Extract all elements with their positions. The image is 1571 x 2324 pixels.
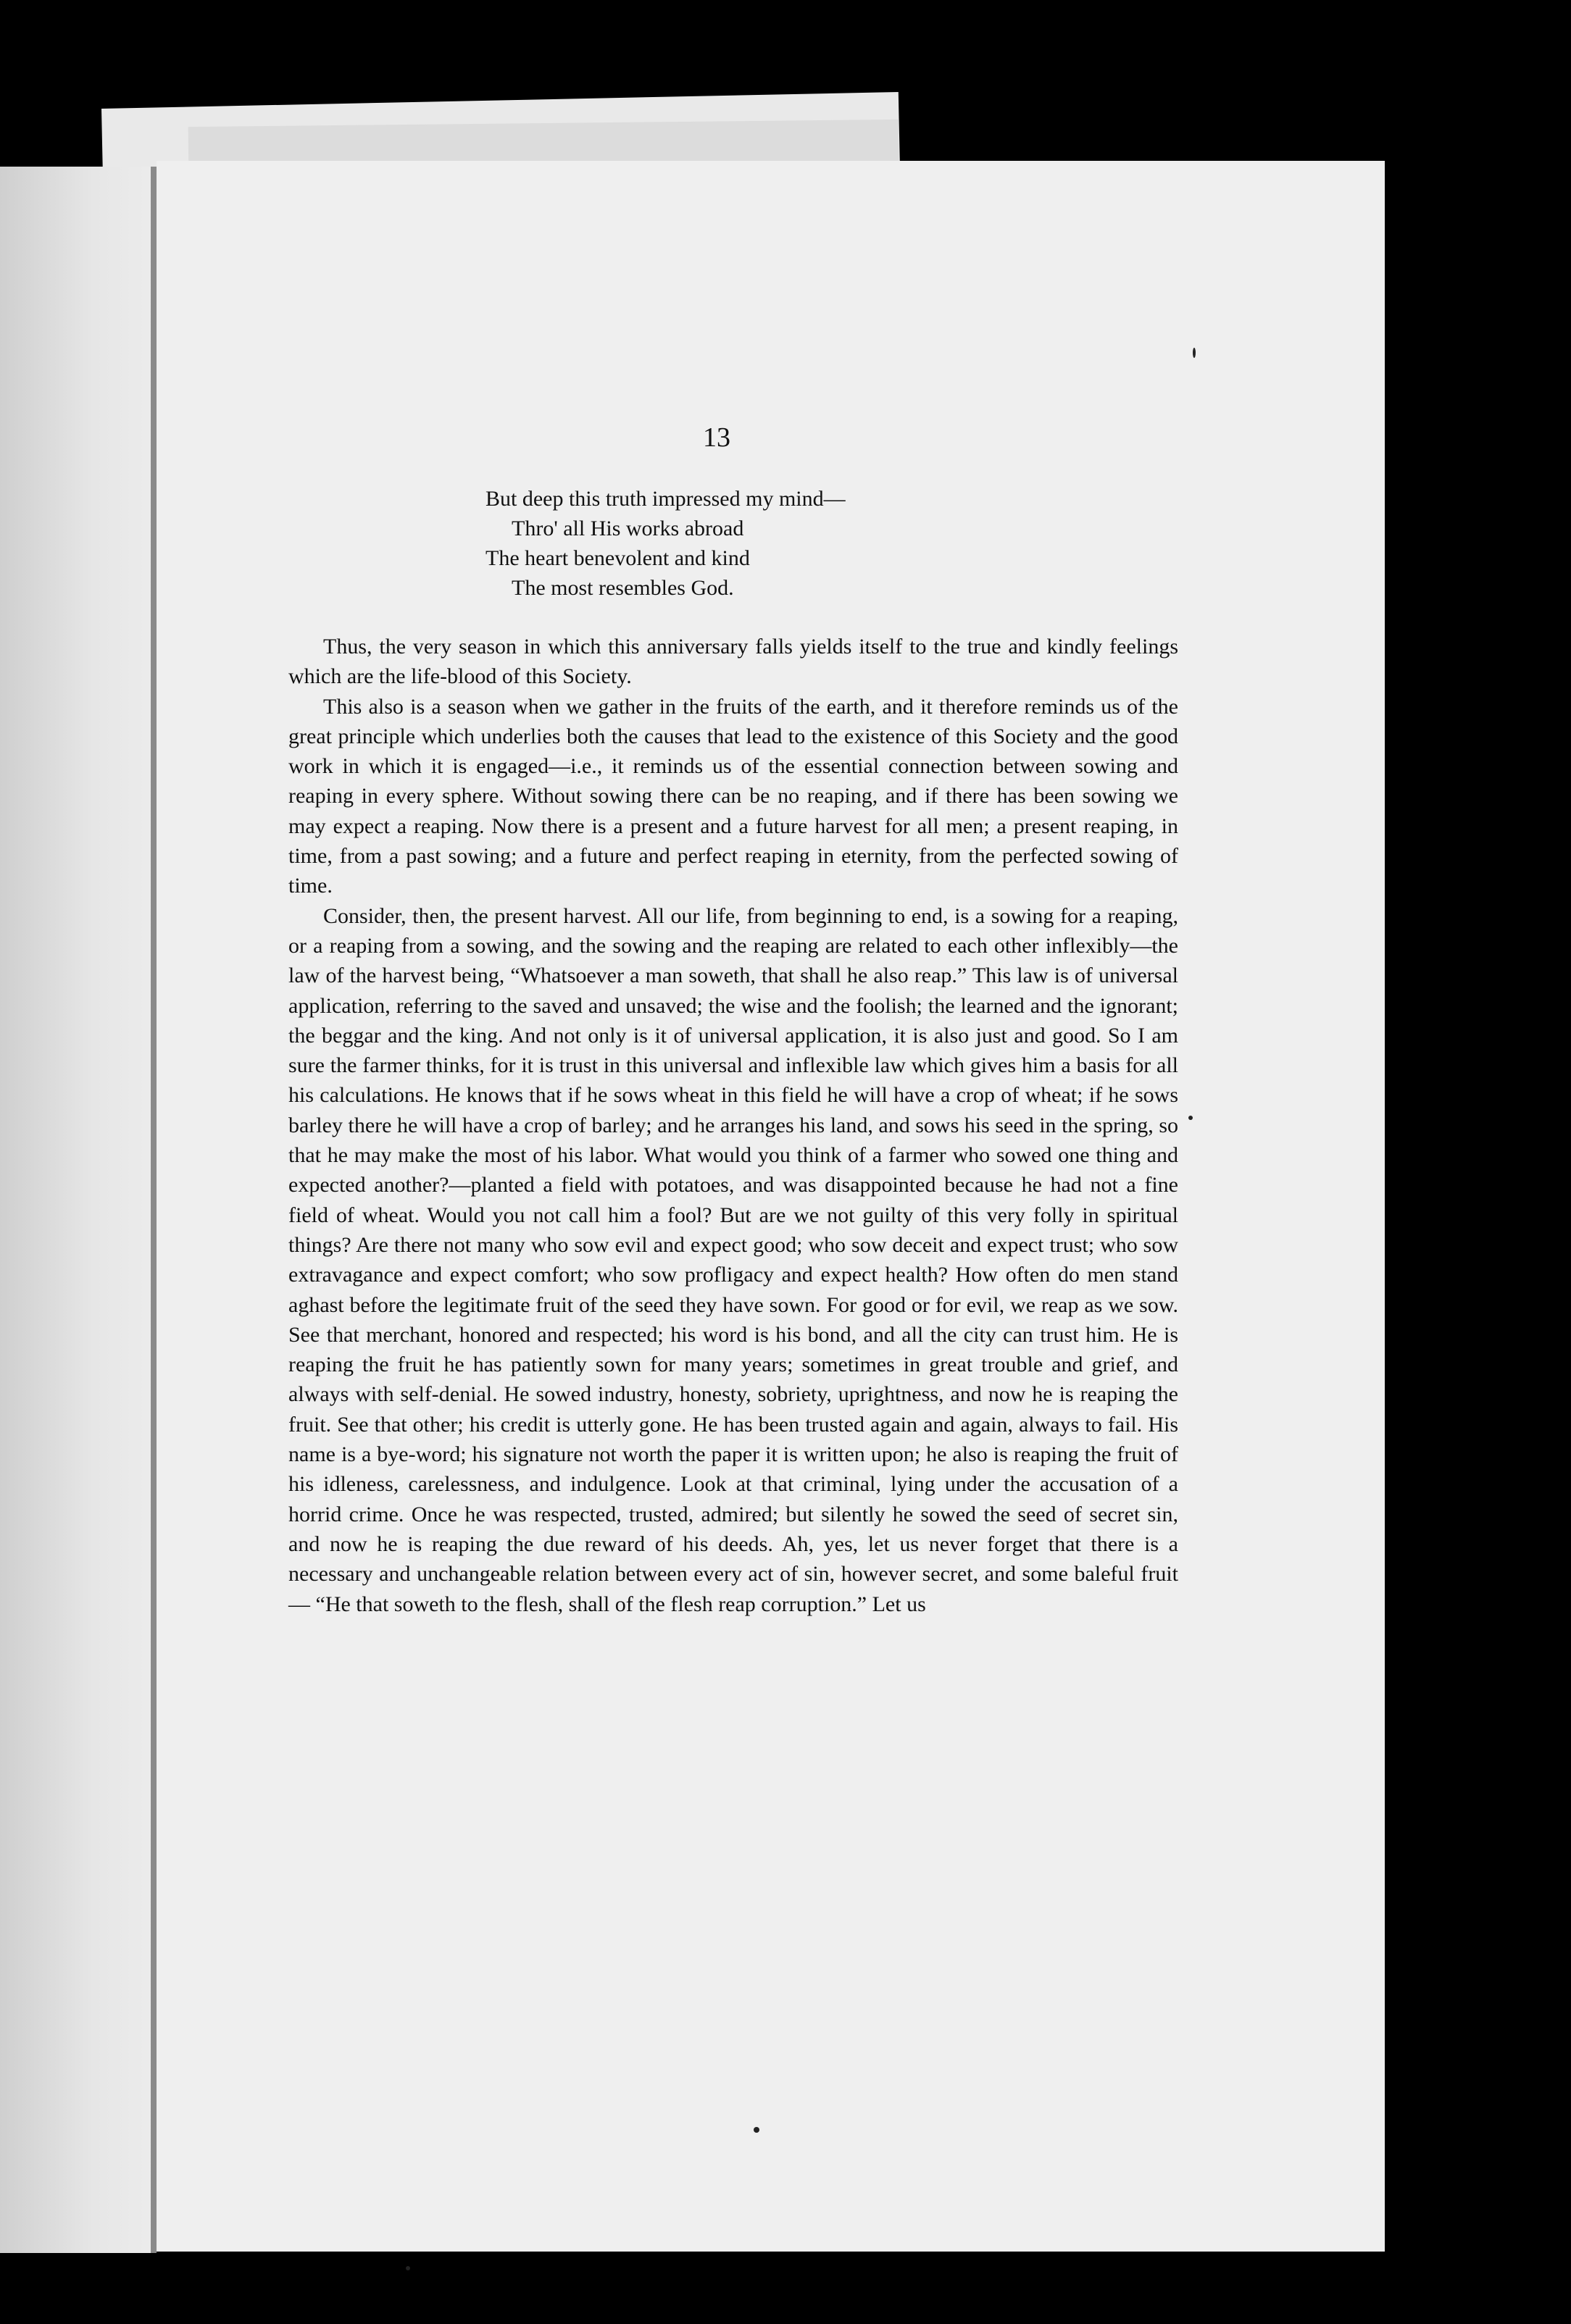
paragraph: Consider, then, the present harvest. All our life, from beginning to end, is a sowing for a reaping, or a reaping from a sowing, and the sowing and the reaping are related to each other inflexibly—the law of the harvest being, “Whatsoever a man soweth, that shall he also reap.” This law is of universal application, referring to the saved and unsaved; the wise and the foolish; the learned and the ignorant; the beggar and the king. And not only is it of universal application, it is also just and good. So I am sure the farmer thinks, for it is trust in this universal and inflexible law which gives him a basis for all his calculations. He knows that if he sows wheat in this field he will have a crop of wheat; if he sows barley there he will have a crop of barley; and he arranges his land, and sows his seed in the spring, so that he may make the most of his labor. What would you think of a farmer who sowed one thing and expected another?—planted a field with potatoes, and was disappointed because he had not a fine field of wheat. Would you not call him a fool? But are we not guilty of this very folly in spiritual things? Are there not many who sow evil and expect good; who sow deceit and expect trust; who sow extravagance and expect comfort; who sow profligacy and expect health? How often do men stand aghast before the legitimate fruit of the seed they have sown. For good or for evil, we reap as we sow. See that merchant, honored and respected; his word is his bond, and all the city can trust him. He is reaping the fruit he has patiently sown for many years; sometimes in great trouble and grief, and always with self-denial. He sowed industry, honesty, sobriety, uprightness, and now he is reaping the fruit. See that other; his credit is utterly gone. He has been trusted again and again, always to fail. His name is a bye-word; his signature not worth the paper it is written upon; he also is reaping the fruit of his idleness, carelessness, and indulgence. Look at that criminal, lying under the accusation of a horrid crime. Once he was respected, trusted, admired; but silently he sowed the seed of secret sin, and now he is reaping the due reward of his deeds. Ah, yes, let us never forget that there is a necessary and unchangeable relation between every act of sin, however secret, and some baleful fruit— “He that soweth to the flesh, shall of the flesh reap corruption.” Let us [288, 903, 1178, 1616]
verse-stanza [486, 484, 846, 603]
facing-page-edge [0, 167, 156, 2253]
paragraph: Thus, the very season in which this anniversary falls yields itself to the true and kindly feelings which are the life-blood of this Society. [288, 635, 1178, 689]
ink-speck [1188, 1116, 1193, 1120]
verse-line: The most resembles God. [512, 576, 734, 600]
body-text [288, 632, 1178, 1619]
paragraph: This also is a season when we gather in the fruits of the earth, and it therefore reminds us of the great principle which underlies both the causes that lead to the existence of this Society and the good work in which it is engaged—i.e., it reminds us of the essential connection between sowing and reaping in every sphere. Without sowing there can be no reaping, and if there has been sowing we may expect a reaping. Now there is a present and a future harvest for all men; a present reaping, in time, from a past sowing; and a future and perfect reaping in eternity, from the perfected sowing of time. [288, 694, 1178, 898]
ink-speck [1193, 348, 1196, 358]
page-gutter [151, 167, 157, 2253]
verse-line: The heart benevolent and kind [486, 546, 750, 570]
verse-line: Thro' all His works abroad [512, 517, 744, 540]
page-number: 13 [703, 422, 730, 453]
ink-speck [754, 2127, 759, 2133]
ink-speck [406, 2266, 410, 2270]
verse-line: But deep this truth impressed my mind— [486, 487, 846, 511]
